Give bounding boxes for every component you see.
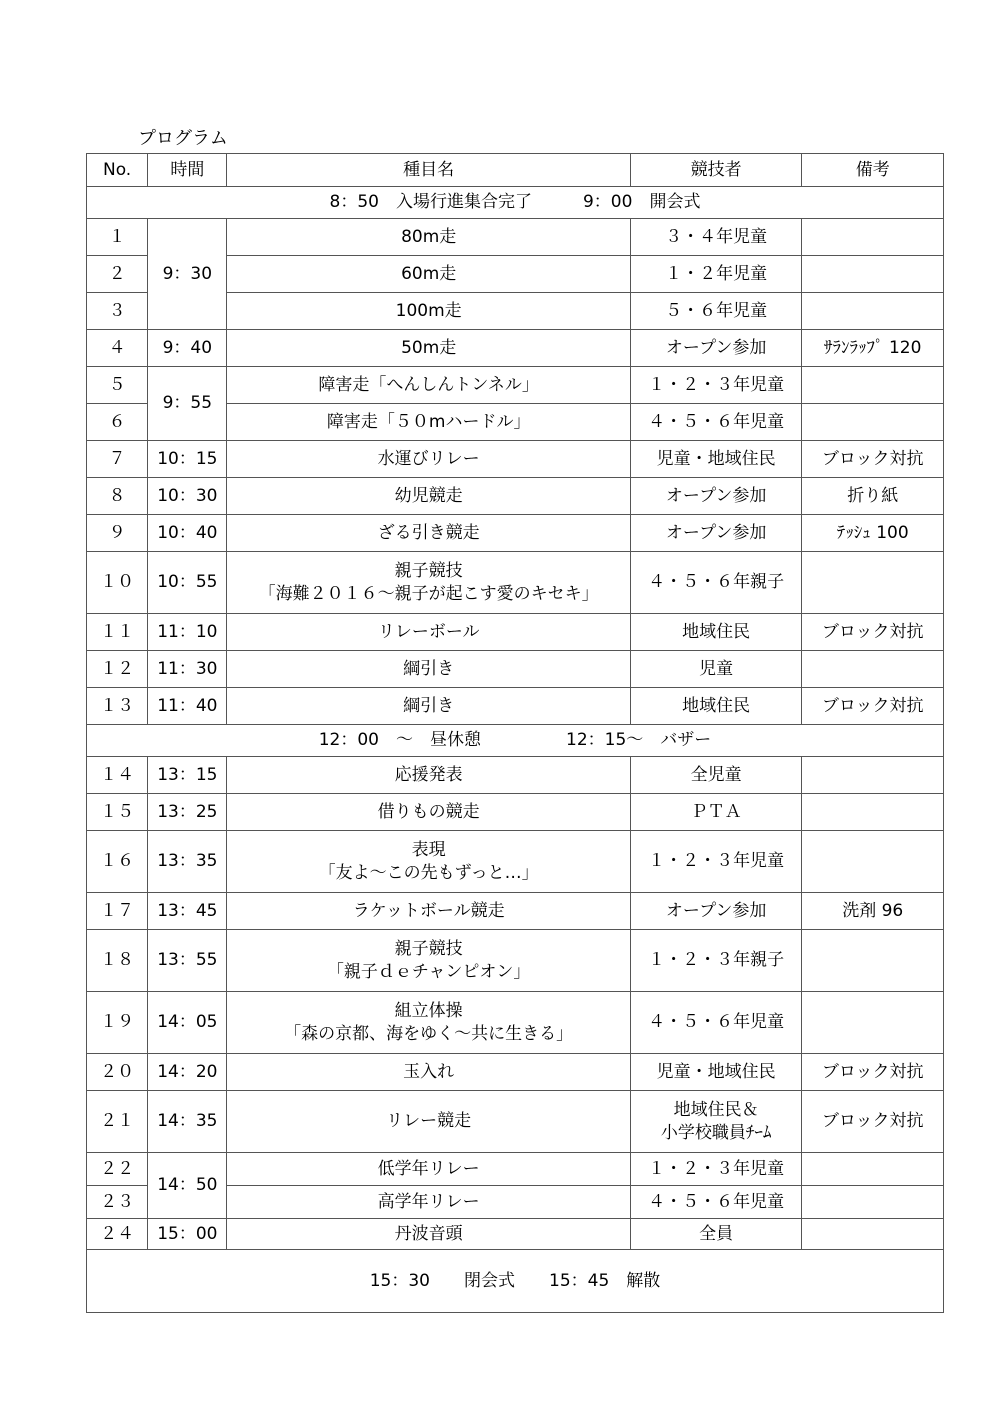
row-time: 13：15 bbox=[148, 757, 227, 794]
row-number: １６ bbox=[87, 831, 148, 893]
row-event bbox=[227, 552, 630, 614]
row-event bbox=[227, 404, 630, 441]
row-event bbox=[227, 757, 630, 794]
separator-closing: 15：30 閉会式 15：45 解散 bbox=[87, 1250, 944, 1313]
row-note: ﾃｯｼｭ 100 bbox=[802, 515, 944, 552]
row-note bbox=[802, 256, 944, 293]
row-event bbox=[227, 478, 630, 515]
participants-text: ５・６年児童 bbox=[665, 300, 768, 321]
row-participants bbox=[630, 515, 802, 552]
table-row bbox=[87, 614, 944, 651]
row-participants bbox=[630, 1091, 802, 1153]
row-number: ９ bbox=[87, 515, 148, 552]
table-row bbox=[87, 441, 944, 478]
participants-text: １・２・３年児童 bbox=[648, 374, 785, 395]
event-name: 60m走 bbox=[401, 263, 457, 284]
row-participants bbox=[630, 930, 802, 992]
row-time: 14：20 bbox=[148, 1054, 227, 1091]
row-time: 10：40 bbox=[148, 515, 227, 552]
event-name: 低学年リレー bbox=[377, 1158, 480, 1179]
event-subtitle: 「親子ｄｅチャンピオン」 bbox=[326, 961, 531, 982]
participants-text: １・２年児童 bbox=[665, 263, 768, 284]
separator-row-opening bbox=[87, 187, 944, 219]
participants-text-line2: 小学校職員ﾁｰﾑ bbox=[660, 1122, 772, 1143]
participants-text: 地域住民 bbox=[682, 621, 751, 642]
event-name: ざる引き競走 bbox=[377, 522, 480, 543]
row-participants bbox=[630, 893, 802, 930]
row-participants bbox=[630, 330, 802, 367]
row-time: 13：25 bbox=[148, 794, 227, 831]
row-participants bbox=[630, 831, 802, 893]
row-event bbox=[227, 1186, 630, 1219]
row-number: ４ bbox=[87, 330, 148, 367]
row-event bbox=[227, 992, 630, 1054]
row-participants bbox=[630, 1054, 802, 1091]
row-number: １７ bbox=[87, 893, 148, 930]
participants-text: 児童・地域住民 bbox=[656, 1061, 776, 1082]
row-event bbox=[227, 1219, 630, 1250]
row-time: 15：00 bbox=[148, 1219, 227, 1250]
row-number: ３ bbox=[87, 293, 148, 330]
participants-text: １・２・３年親子 bbox=[648, 950, 785, 971]
row-note bbox=[802, 552, 944, 614]
row-participants bbox=[630, 688, 802, 725]
row-time: 11：30 bbox=[148, 651, 227, 688]
row-participants bbox=[630, 614, 802, 651]
row-time: 14：50 bbox=[148, 1153, 227, 1219]
row-participants bbox=[630, 219, 802, 256]
row-event bbox=[227, 1153, 630, 1186]
row-note bbox=[802, 219, 944, 256]
row-note bbox=[802, 367, 944, 404]
row-note: ブロック対抗 bbox=[802, 614, 944, 651]
table-row bbox=[87, 1054, 944, 1091]
row-note: ｻﾗﾝﾗｯﾌﾟ 120 bbox=[802, 330, 944, 367]
row-event bbox=[227, 688, 630, 725]
table-row bbox=[87, 515, 944, 552]
row-time: 14：05 bbox=[148, 992, 227, 1054]
row-note bbox=[802, 992, 944, 1054]
participants-text: 地域住民＆ bbox=[673, 1099, 759, 1120]
event-name: ラケットボール競走 bbox=[352, 900, 505, 921]
row-participants bbox=[630, 478, 802, 515]
row-time: 13：35 bbox=[148, 831, 227, 893]
row-note: 洗剤 96 bbox=[802, 893, 944, 930]
event-name: 100m走 bbox=[395, 300, 462, 321]
row-number: １４ bbox=[87, 757, 148, 794]
row-event bbox=[227, 515, 630, 552]
row-note: ブロック対抗 bbox=[802, 1054, 944, 1091]
row-participants bbox=[630, 757, 802, 794]
row-number: ２３ bbox=[87, 1186, 148, 1219]
header-participants: 競技者 bbox=[630, 154, 802, 187]
separator-opening: 8：50 入場行進集合完了 9：00 開会式 bbox=[87, 187, 944, 219]
row-time: 13：45 bbox=[148, 893, 227, 930]
participants-text: ４・５・６年親子 bbox=[648, 572, 785, 593]
row-number: ６ bbox=[87, 404, 148, 441]
event-name: 玉入れ bbox=[403, 1061, 455, 1082]
header-row bbox=[87, 154, 944, 187]
separator-row-closing bbox=[87, 1250, 944, 1313]
row-event bbox=[227, 330, 630, 367]
event-name: 高学年リレー bbox=[377, 1191, 480, 1212]
row-event bbox=[227, 293, 630, 330]
row-event bbox=[227, 219, 630, 256]
row-participants bbox=[630, 992, 802, 1054]
participants-text: 地域住民 bbox=[682, 695, 751, 716]
row-number: １８ bbox=[87, 930, 148, 992]
row-participants bbox=[630, 651, 802, 688]
event-subtitle: 「森の京都、海をゆく～共に生きる」 bbox=[284, 1023, 574, 1044]
event-subtitle: 「友よ～この先もずっと…」 bbox=[318, 862, 539, 883]
event-name: 障害走「へんしんトンネル」 bbox=[318, 374, 539, 395]
event-name: 借りもの競走 bbox=[377, 801, 480, 822]
participants-text: 児童 bbox=[699, 658, 734, 679]
table-row bbox=[87, 893, 944, 930]
row-number: １３ bbox=[87, 688, 148, 725]
row-participants bbox=[630, 404, 802, 441]
table-row bbox=[87, 1219, 944, 1250]
row-note bbox=[802, 404, 944, 441]
participants-text: 全員 bbox=[699, 1223, 734, 1244]
event-name: リレー競走 bbox=[386, 1111, 472, 1132]
row-note: ブロック対抗 bbox=[802, 441, 944, 478]
row-note bbox=[802, 794, 944, 831]
row-note: ブロック対抗 bbox=[802, 1091, 944, 1153]
row-number: ２１ bbox=[87, 1091, 148, 1153]
row-time: 11：10 bbox=[148, 614, 227, 651]
row-participants bbox=[630, 293, 802, 330]
page-title: プログラム bbox=[138, 128, 228, 149]
row-participants bbox=[630, 794, 802, 831]
participants-text: 全児童 bbox=[690, 764, 742, 785]
row-time: 9：55 bbox=[148, 367, 227, 441]
participants-text: ＰＴＡ bbox=[690, 801, 742, 822]
row-participants bbox=[630, 1219, 802, 1250]
row-note bbox=[802, 1219, 944, 1250]
event-name: 80m走 bbox=[401, 226, 457, 247]
row-number: ２０ bbox=[87, 1054, 148, 1091]
row-participants bbox=[630, 552, 802, 614]
table-row bbox=[87, 688, 944, 725]
event-name: 表現 bbox=[411, 839, 446, 860]
table-row bbox=[87, 651, 944, 688]
row-participants bbox=[630, 441, 802, 478]
header-no: No. bbox=[87, 154, 148, 187]
table-row bbox=[87, 992, 944, 1054]
row-number: １０ bbox=[87, 552, 148, 614]
table-row bbox=[87, 930, 944, 992]
row-event bbox=[227, 794, 630, 831]
row-time: 10：55 bbox=[148, 552, 227, 614]
row-note: ブロック対抗 bbox=[802, 688, 944, 725]
event-name: 綱引き bbox=[403, 695, 455, 716]
row-event bbox=[227, 614, 630, 651]
row-number: ７ bbox=[87, 441, 148, 478]
row-number: １１ bbox=[87, 614, 148, 651]
row-time: 14：35 bbox=[148, 1091, 227, 1153]
row-number: ２２ bbox=[87, 1153, 148, 1186]
row-number: １９ bbox=[87, 992, 148, 1054]
event-name: 組立体操 bbox=[394, 1000, 463, 1021]
event-name: 親子競技 bbox=[394, 938, 463, 959]
event-name: 障害走「５０mハードル」 bbox=[326, 411, 531, 432]
row-number: ５ bbox=[87, 367, 148, 404]
row-time: 11：40 bbox=[148, 688, 227, 725]
event-name: 親子競技 bbox=[394, 560, 463, 581]
program-body bbox=[87, 187, 944, 1313]
participants-text: ３・４年児童 bbox=[665, 226, 768, 247]
participants-text: ４・５・６年児童 bbox=[648, 1191, 785, 1212]
row-event bbox=[227, 1054, 630, 1091]
participants-text: ４・５・６年児童 bbox=[648, 411, 785, 432]
separator-row-lunch bbox=[87, 725, 944, 757]
header-notes: 備考 bbox=[802, 154, 944, 187]
row-event bbox=[227, 831, 630, 893]
event-name: 応援発表 bbox=[394, 764, 463, 785]
row-note bbox=[802, 831, 944, 893]
row-event bbox=[227, 256, 630, 293]
row-note bbox=[802, 757, 944, 794]
table-row bbox=[87, 1091, 944, 1153]
table-row bbox=[87, 367, 944, 404]
row-note bbox=[802, 930, 944, 992]
row-event bbox=[227, 651, 630, 688]
row-participants bbox=[630, 256, 802, 293]
row-time: 10：30 bbox=[148, 478, 227, 515]
row-number: １５ bbox=[87, 794, 148, 831]
event-name: 丹波音頭 bbox=[394, 1223, 463, 1244]
row-time: 13：55 bbox=[148, 930, 227, 992]
row-number: ２４ bbox=[87, 1219, 148, 1250]
row-note bbox=[802, 651, 944, 688]
participants-text: オープン参加 bbox=[665, 900, 767, 921]
row-event bbox=[227, 893, 630, 930]
participants-text: １・２・３年児童 bbox=[648, 1158, 785, 1179]
event-name: 水運びリレー bbox=[377, 448, 480, 469]
row-event bbox=[227, 441, 630, 478]
table-row bbox=[87, 330, 944, 367]
event-name: 綱引き bbox=[403, 658, 455, 679]
participants-text: オープン参加 bbox=[665, 337, 767, 358]
table-row bbox=[87, 552, 944, 614]
row-number: １２ bbox=[87, 651, 148, 688]
row-number: ８ bbox=[87, 478, 148, 515]
event-subtitle: 「海難２０１６～親子が起こす愛のキセキ」 bbox=[258, 583, 599, 604]
row-number: ２ bbox=[87, 256, 148, 293]
row-participants bbox=[630, 1153, 802, 1186]
row-note bbox=[802, 1153, 944, 1186]
table-row bbox=[87, 219, 944, 256]
row-time: 9：40 bbox=[148, 330, 227, 367]
program-table bbox=[86, 153, 944, 1313]
header-time: 時間 bbox=[148, 154, 227, 187]
row-note: 折り紙 bbox=[802, 478, 944, 515]
row-participants bbox=[630, 1186, 802, 1219]
participants-text: １・２・３年児童 bbox=[648, 851, 785, 872]
event-name: 50m走 bbox=[401, 337, 457, 358]
row-time: 9：30 bbox=[148, 219, 227, 330]
participants-text: オープン参加 bbox=[665, 522, 767, 543]
row-number: １ bbox=[87, 219, 148, 256]
row-time: 10：15 bbox=[148, 441, 227, 478]
row-event bbox=[227, 367, 630, 404]
separator-lunch: 12：00 ～ 昼休憩 12：15～ バザー bbox=[87, 725, 944, 757]
table-row bbox=[87, 831, 944, 893]
table-row bbox=[87, 1153, 944, 1186]
event-name: 幼児競走 bbox=[394, 485, 463, 506]
table-row bbox=[87, 478, 944, 515]
participants-text: ４・５・６年児童 bbox=[648, 1012, 785, 1033]
participants-text: 児童・地域住民 bbox=[656, 448, 776, 469]
participants-text: オープン参加 bbox=[665, 485, 767, 506]
event-name: リレーボール bbox=[377, 621, 480, 642]
row-event bbox=[227, 1091, 630, 1153]
row-note bbox=[802, 293, 944, 330]
table-row bbox=[87, 794, 944, 831]
row-participants bbox=[630, 367, 802, 404]
table-row bbox=[87, 757, 944, 794]
header-event: 種目名 bbox=[227, 154, 630, 187]
row-event bbox=[227, 930, 630, 992]
row-note bbox=[802, 1186, 944, 1219]
